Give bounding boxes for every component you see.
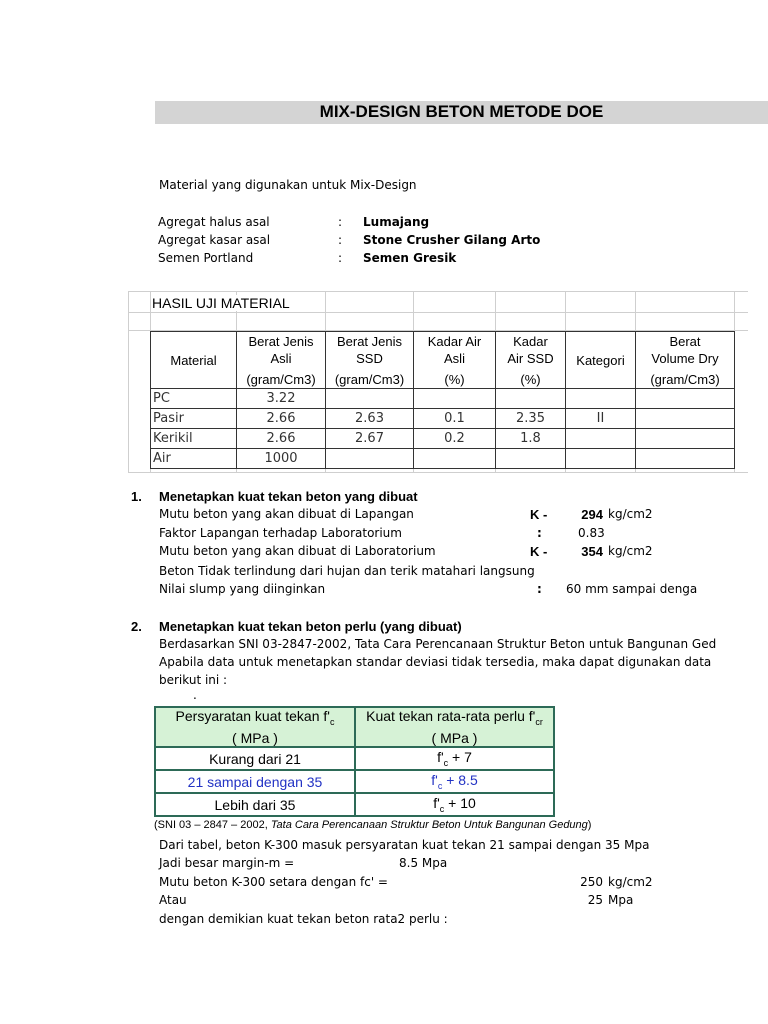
- req-cell-left: 21 sampai dengan 35: [155, 770, 355, 793]
- s1-unit-laboratorium: kg/cm2: [608, 544, 653, 558]
- header-kadar-asli-unit: (%): [444, 371, 465, 387]
- row-cell: [566, 429, 636, 449]
- row-cell: [636, 409, 735, 429]
- material-table: [150, 331, 735, 469]
- s1-unit-lapangan: kg/cm2: [608, 507, 653, 521]
- material-table-heading: HASIL UJI MATERIAL: [152, 295, 290, 311]
- row-cell: [566, 389, 636, 409]
- row-cell: 1000: [237, 449, 326, 469]
- req-header-left-sub: c: [329, 716, 335, 727]
- row-cell: 0.2: [414, 429, 496, 449]
- req-cell-right: [355, 747, 554, 770]
- s2-fc-value: 250: [580, 875, 603, 889]
- s1-prefix-faktor: :: [537, 526, 542, 540]
- row-cell: 0.1: [414, 409, 496, 429]
- source-note-b: Tata Cara Perencanaan Struktur Beton Untuk Bangunan Gedung: [270, 819, 588, 831]
- s2-fc-unit: kg/cm2: [608, 875, 653, 889]
- source-note-c: ): [587, 819, 592, 831]
- row-cell: II: [566, 409, 636, 429]
- s2-atau-value: 25: [587, 893, 603, 907]
- table-row: [151, 409, 735, 429]
- info-label-semen: Semen Portland: [158, 251, 254, 265]
- s2-line2: Apabila data untuk menetapkan standar deviasi tidak tersedia, maka dapat digunakan data: [159, 655, 712, 669]
- header-kadar-ssd: [496, 332, 566, 389]
- requirement-table: [154, 706, 555, 817]
- row-cell: 1.8: [496, 429, 566, 449]
- requirement-table-header: [155, 707, 554, 747]
- s2-line4: Dari tabel, beton K-300 masuk persyaratan kuat tekan 21 sampai dengan 35 Mpa: [159, 838, 650, 852]
- req-f-sub: c: [437, 780, 443, 791]
- header-bj-ssd-top: Berat Jenis: [336, 333, 403, 349]
- row-material-name: PC: [151, 389, 237, 409]
- header-bj-asli-mid: Asli: [270, 350, 292, 366]
- s2-margin-label: Jadi besar margin-m =: [159, 856, 295, 870]
- row-cell: [326, 389, 414, 409]
- s1-label-laboratorium: Mutu beton yang akan dibuat di Laboratorium: [159, 544, 436, 558]
- s1-slump-label: Nilai slump yang diinginkan: [159, 582, 326, 596]
- header-material-label: Material: [170, 352, 217, 368]
- s1-slump-sep: :: [537, 582, 542, 596]
- req-header-left-text: Persyaratan kuat tekan f': [175, 708, 330, 725]
- row-cell: [636, 429, 735, 449]
- header-volume-top: Berat: [669, 333, 701, 349]
- header-kadar-ssd-mid: Air SSD: [507, 350, 554, 366]
- s1-value-faktor: 0.83: [578, 526, 605, 540]
- material-table-header: [151, 332, 735, 389]
- req-header-right-unit: ( MPa ): [431, 729, 478, 746]
- section2-number: 2.: [131, 619, 142, 634]
- row-cell: 2.35: [496, 409, 566, 429]
- req-header-left: [155, 707, 355, 747]
- header-kadar-asli-mid: Asli: [444, 350, 465, 366]
- s1-label-lapangan: Mutu beton yang akan dibuat di Lapangan: [159, 507, 414, 521]
- info-value-halus: Lumajang: [363, 215, 430, 229]
- req-f-rest: + 8.5: [442, 772, 478, 789]
- req-cell-right: [355, 793, 554, 816]
- header-bj-asli: [237, 332, 326, 389]
- s2-dot: .: [193, 688, 197, 702]
- row-cell: [414, 449, 496, 469]
- info-value-kasar: Stone Crusher Gilang Arto: [363, 233, 541, 247]
- row-material-name: Air: [151, 449, 237, 469]
- info-sep-semen: :: [338, 251, 343, 265]
- header-bj-asli-top: Berat Jenis: [248, 333, 314, 349]
- req-f-rest: + 7: [448, 749, 472, 766]
- header-bj-asli-unit: (gram/Cm3): [246, 371, 316, 387]
- s2-fc-label: Mutu beton K-300 setara dengan fc' =: [159, 875, 388, 889]
- req-header-right: [355, 707, 554, 747]
- req-cell-left: Lebih dari 35: [155, 793, 355, 816]
- req-f-symbol: f': [433, 795, 440, 812]
- s1-value-laboratorium: 354: [581, 544, 603, 559]
- row-cell: [326, 449, 414, 469]
- row-cell: 3.22: [237, 389, 326, 409]
- info-sep-kasar: :: [338, 233, 343, 247]
- req-cell-left: Kurang dari 21: [155, 747, 355, 770]
- s2-atau: Atau: [159, 893, 187, 907]
- header-kadar-asli: [414, 332, 496, 389]
- section1-heading: Menetapkan kuat tekan beton yang dibuat: [159, 489, 418, 504]
- header-bj-ssd: [326, 332, 414, 389]
- row-cell: [636, 389, 735, 409]
- header-volume: [636, 332, 735, 389]
- s1-label-faktor: Faktor Lapangan terhadap Laboratorium: [159, 526, 402, 540]
- info-sep-halus: :: [338, 215, 343, 229]
- section2-heading: Menetapkan kuat tekan beton perlu (yang dibuat): [159, 619, 462, 634]
- header-volume-mid: Volume Dry: [651, 350, 719, 366]
- header-bj-ssd-unit: (gram/Cm3): [334, 371, 405, 387]
- table-row: [155, 770, 554, 793]
- row-cell: [636, 449, 735, 469]
- req-f-rest: + 10: [444, 795, 476, 812]
- info-value-semen: Semen Gresik: [363, 251, 457, 265]
- s1-slump-value: 60 mm sampai denga: [566, 582, 698, 596]
- row-cell: [496, 389, 566, 409]
- req-header-right-sub: cr: [535, 716, 543, 727]
- header-volume-unit: (gram/Cm3): [650, 371, 720, 387]
- s1-note: Beton Tidak terlindung dari hujan dan terik matahari langsung: [159, 564, 535, 578]
- row-cell: [414, 389, 496, 409]
- s2-line3: berikut ini :: [159, 673, 228, 687]
- intro-text: Material yang digunakan untuk Mix-Design: [159, 178, 417, 192]
- section1-number: 1.: [131, 489, 142, 504]
- row-cell: 2.63: [326, 409, 414, 429]
- s1-value-lapangan: 294: [581, 507, 603, 522]
- req-header-left-unit: ( MPa ): [232, 729, 278, 746]
- header-kadar-ssd-unit: (%): [520, 371, 541, 387]
- header-kadar-ssd-top: Kadar: [513, 333, 548, 349]
- source-note-a: (SNI 03 – 2847 – 2002,: [154, 819, 271, 831]
- req-f-sub: c: [439, 803, 445, 814]
- s1-prefix-lapangan: K -: [530, 507, 548, 522]
- table-row: [151, 389, 735, 409]
- req-f-symbol: f': [437, 749, 444, 766]
- req-cell-right: [355, 770, 554, 793]
- row-cell: 2.67: [326, 429, 414, 449]
- table-row: [151, 449, 735, 469]
- row-cell: [496, 449, 566, 469]
- title-bar: [155, 101, 768, 124]
- info-label-halus: Agregat halus asal: [158, 215, 270, 229]
- row-material-name: Pasir: [151, 409, 237, 429]
- table-row: [155, 747, 554, 770]
- row-cell: 2.66: [237, 409, 326, 429]
- table-row: [155, 793, 554, 816]
- header-kategori: [566, 332, 636, 389]
- row-cell: 2.66: [237, 429, 326, 449]
- s1-prefix-laboratorium: K -: [530, 544, 548, 559]
- header-material: [151, 332, 237, 389]
- header-bj-ssd-mid: SSD: [356, 350, 383, 366]
- table-row: [151, 429, 735, 449]
- s2-margin-value: 8.5 Mpa: [399, 856, 448, 870]
- s2-last-line: dengan demikian kuat tekan beton rata2 perlu :: [159, 912, 448, 926]
- header-kadar-asli-top: Kadar Air: [427, 333, 482, 349]
- req-header-right-text: Kuat tekan rata-rata perlu f': [366, 708, 536, 725]
- document-title: MIX-DESIGN BETON METODE DOE: [319, 102, 604, 121]
- source-note: [154, 819, 591, 831]
- header-kategori-label: Kategori: [576, 352, 625, 368]
- info-label-kasar: Agregat kasar asal: [158, 233, 271, 247]
- row-cell: [566, 449, 636, 469]
- row-material-name: Kerikil: [151, 429, 237, 449]
- s2-atau-unit: Mpa: [608, 893, 634, 907]
- s2-line1: Berdasarkan SNI 03-2847-2002, Tata Cara Perencanaan Struktur Beton untuk Bangunan Ged: [159, 637, 717, 651]
- req-f-symbol: f': [431, 772, 438, 789]
- req-f-sub: c: [443, 757, 449, 768]
